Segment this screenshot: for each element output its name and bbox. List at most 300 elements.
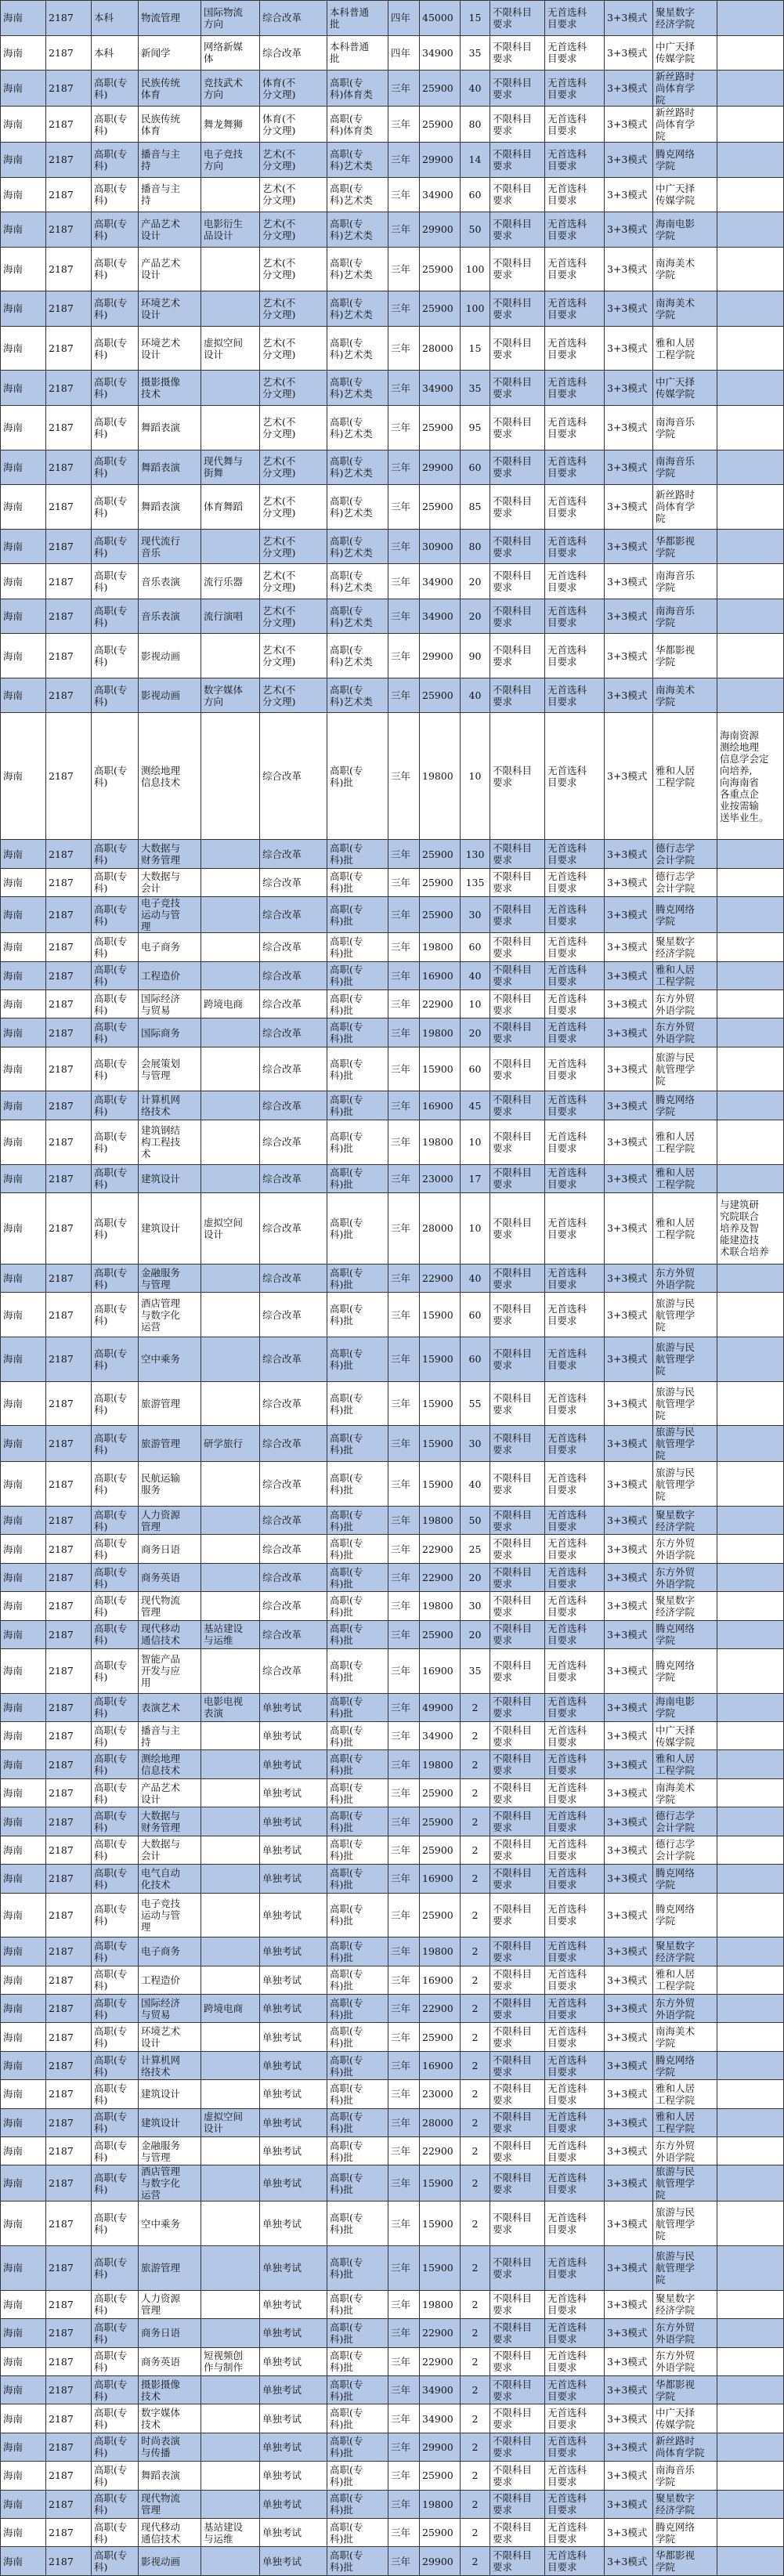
cell-college: 南海美术 学院	[653, 291, 717, 327]
cell-major: 舞蹈表演	[139, 450, 201, 485]
cell-college: 腾克网络 学院	[653, 143, 717, 178]
cell-major: 音乐表演	[139, 599, 201, 634]
cell-plan: 2	[461, 1893, 490, 1937]
cell-first-subject-req: 无首选科 目要求	[545, 2319, 605, 2347]
cell-note	[717, 933, 784, 961]
cell-code: 2187	[46, 326, 92, 371]
cell-plan: 20	[461, 1620, 490, 1648]
cell-tuition: 16900	[420, 2051, 461, 2079]
cell-category: 艺术(不 分文理)	[260, 212, 327, 248]
cell-note	[717, 840, 784, 868]
cell-plan: 40	[461, 1264, 490, 1292]
cell-tuition: 25900	[420, 291, 461, 327]
cell-direction: 跨境电商	[201, 1994, 260, 2022]
cell-direction	[201, 1047, 260, 1091]
cell-direction	[201, 1264, 260, 1292]
cell-note	[717, 1120, 784, 1164]
cell-subject-req: 不限科目 要求	[490, 2290, 545, 2318]
cell-duration: 三年	[388, 326, 420, 371]
cell-note	[717, 291, 784, 327]
cell-province: 海南	[1, 599, 46, 634]
cell-level: 高职(专 科)	[92, 1778, 139, 1807]
cell-subject-req: 不限科目 要求	[490, 2246, 545, 2291]
table-row	[1, 2547, 784, 2575]
cell-tuition: 15900	[420, 1381, 461, 1426]
cell-tuition: 15900	[420, 1462, 461, 1507]
cell-college: 南海美术 学院	[653, 1778, 717, 1807]
cell-first-subject-req: 无首选科 目要求	[545, 71, 605, 107]
cell-level: 高职(专 科)	[92, 1293, 139, 1337]
cell-college: 华都影视 学院	[653, 529, 717, 564]
cell-direction	[201, 405, 260, 450]
cell-subject-req: 不限科目 要求	[490, 1192, 545, 1264]
cell-subject-req: 不限科目 要求	[490, 1047, 545, 1091]
cell-province: 海南	[1, 1865, 46, 1893]
cell-subject-req: 不限科目 要求	[490, 529, 545, 564]
cell-duration: 三年	[388, 1018, 420, 1047]
cell-batch: 高职(专 科)批	[327, 1381, 388, 1426]
cell-college: 雅和人居 工程学院	[653, 2108, 717, 2136]
cell-major: 会展策划 与管理	[139, 1047, 201, 1091]
cell-batch: 高职(专 科)批	[327, 1337, 388, 1382]
cell-college: 华都影视 学院	[653, 634, 717, 678]
cell-batch: 高职(专 科)艺术类	[327, 564, 388, 599]
cell-code: 2187	[46, 405, 92, 450]
cell-subject-req: 不限科目 要求	[490, 1778, 545, 1807]
cell-direction	[201, 2433, 260, 2461]
cell-category: 艺术(不 分文理)	[260, 599, 327, 634]
cell-batch: 高职(专 科)批	[327, 2202, 388, 2246]
cell-plan: 60	[461, 177, 490, 212]
cell-college: 腾克网络 学院	[653, 1649, 717, 1694]
cell-duration: 三年	[388, 2375, 420, 2404]
cell-subject-req: 不限科目 要求	[490, 1722, 545, 1750]
cell-batch: 高职(专 科)体育类	[327, 107, 388, 143]
cell-tuition: 19800	[420, 713, 461, 840]
cell-tuition: 25900	[420, 1893, 461, 1937]
cell-first-subject-req: 无首选科 目要求	[545, 1, 605, 36]
cell-tuition: 25900	[420, 405, 461, 450]
cell-category: 综合改革	[260, 1018, 327, 1047]
cell-code: 2187	[46, 599, 92, 634]
table-row	[1, 1778, 784, 1807]
cell-plan: 20	[461, 564, 490, 599]
cell-duration: 三年	[388, 2547, 420, 2575]
cell-plan: 2	[461, 1778, 490, 1807]
cell-duration: 三年	[388, 713, 420, 840]
cell-level: 高职(专 科)	[92, 247, 139, 291]
cell-duration: 三年	[388, 2246, 420, 2291]
cell-province: 海南	[1, 1535, 46, 1563]
cell-first-subject-req: 无首选科 目要求	[545, 143, 605, 178]
cell-province: 海南	[1, 1807, 46, 1836]
cell-exam-mode: 3+3模式	[605, 1506, 653, 1534]
cell-province: 海南	[1, 1164, 46, 1192]
cell-level: 高职(专 科)	[92, 1750, 139, 1778]
table-row	[1, 564, 784, 599]
cell-first-subject-req: 无首选科 目要求	[545, 1865, 605, 1893]
cell-level: 高职(专 科)	[92, 634, 139, 678]
cell-batch: 高职(专 科)批	[327, 840, 388, 868]
cell-province: 海南	[1, 1293, 46, 1337]
cell-note	[717, 897, 784, 933]
cell-direction	[201, 1807, 260, 1836]
cell-category: 艺术(不 分文理)	[260, 678, 327, 713]
cell-subject-req: 不限科目 要求	[490, 1264, 545, 1292]
cell-province: 海南	[1, 1337, 46, 1382]
cell-code: 2187	[46, 2080, 92, 2108]
cell-category: 单独考试	[260, 2490, 327, 2518]
cell-college: 旅游与民 航管理学 院	[653, 1381, 717, 1426]
cell-province: 海南	[1, 1506, 46, 1534]
cell-major: 大数据与 财务管理	[139, 1807, 201, 1836]
cell-college: 旅游与民 航管理学 院	[653, 1426, 717, 1462]
cell-direction: 虚拟空间 设计	[201, 1192, 260, 1264]
cell-duration: 三年	[388, 1592, 420, 1620]
cell-level: 高职(专 科)	[92, 371, 139, 406]
cell-code: 2187	[46, 529, 92, 564]
cell-exam-mode: 3+3模式	[605, 2404, 653, 2433]
cell-major: 建筑设计	[139, 2108, 201, 2136]
cell-category: 艺术(不 分文理)	[260, 371, 327, 406]
cell-duration: 三年	[388, 1693, 420, 1721]
cell-duration: 三年	[388, 2347, 420, 2375]
cell-note	[717, 2518, 784, 2546]
cell-major: 人力资源 管理	[139, 1506, 201, 1534]
cell-note	[717, 1966, 784, 1994]
cell-first-subject-req: 无首选科 目要求	[545, 1893, 605, 1937]
cell-province: 海南	[1, 35, 46, 71]
cell-level: 高职(专 科)	[92, 564, 139, 599]
cell-college: 东方外贸 外语学院	[653, 1535, 717, 1563]
cell-first-subject-req: 无首选科 目要求	[545, 405, 605, 450]
cell-batch: 高职(专 科)批	[327, 1462, 388, 1507]
cell-major: 商务日语	[139, 2319, 201, 2347]
cell-duration: 三年	[388, 1865, 420, 1893]
cell-batch: 高职(专 科)艺术类	[327, 212, 388, 248]
cell-major: 空中乘务	[139, 2202, 201, 2246]
cell-college: 东方外贸 外语学院	[653, 1264, 717, 1292]
cell-exam-mode: 3+3模式	[605, 1535, 653, 1563]
cell-tuition: 25900	[420, 868, 461, 896]
cell-college: 聚星数字 经济学院	[653, 2290, 717, 2318]
cell-level: 高职(专 科)	[92, 1462, 139, 1507]
cell-subject-req: 不限科目 要求	[490, 2023, 545, 2051]
cell-plan: 2	[461, 2347, 490, 2375]
cell-code: 2187	[46, 1462, 92, 1507]
cell-level: 高职(专 科)	[92, 1337, 139, 1382]
cell-province: 海南	[1, 529, 46, 564]
cell-tuition: 34900	[420, 564, 461, 599]
cell-exam-mode: 3+3模式	[605, 35, 653, 71]
cell-direction	[201, 2023, 260, 2051]
table-row	[1, 2490, 784, 2518]
cell-major: 播音与主 持	[139, 143, 201, 178]
cell-major: 商务英语	[139, 2347, 201, 2375]
cell-major: 产品艺术 设计	[139, 212, 201, 248]
cell-subject-req: 不限科目 要求	[490, 35, 545, 71]
cell-category: 单独考试	[260, 1836, 327, 1864]
cell-tuition: 19800	[420, 1120, 461, 1164]
cell-plan: 2	[461, 1865, 490, 1893]
cell-level: 高职(专 科)	[92, 1426, 139, 1462]
cell-plan: 30	[461, 1592, 490, 1620]
cell-college: 腾克网络 学院	[653, 1865, 717, 1893]
cell-level: 高职(专 科)	[92, 1018, 139, 1047]
cell-tuition: 25900	[420, 71, 461, 107]
cell-plan: 2	[461, 2108, 490, 2136]
cell-level: 高职(专 科)	[92, 2165, 139, 2202]
cell-note	[717, 1649, 784, 1694]
cell-subject-req: 不限科目 要求	[490, 1293, 545, 1337]
cell-exam-mode: 3+3模式	[605, 1649, 653, 1694]
cell-exam-mode: 3+3模式	[605, 371, 653, 406]
cell-first-subject-req: 无首选科 目要求	[545, 1426, 605, 1462]
cell-plan: 135	[461, 868, 490, 896]
cell-province: 海南	[1, 2547, 46, 2575]
cell-first-subject-req: 无首选科 目要求	[545, 2165, 605, 2202]
cell-duration: 三年	[388, 961, 420, 990]
cell-tuition: 25900	[420, 107, 461, 143]
cell-batch: 高职(专 科)批	[327, 2246, 388, 2291]
cell-exam-mode: 3+3模式	[605, 1620, 653, 1648]
cell-code: 2187	[46, 1563, 92, 1591]
cell-category: 单独考试	[260, 2290, 327, 2318]
cell-code: 2187	[46, 177, 92, 212]
cell-province: 海南	[1, 247, 46, 291]
cell-subject-req: 不限科目 要求	[490, 1462, 545, 1507]
cell-province: 海南	[1, 2023, 46, 2051]
cell-exam-mode: 3+3模式	[605, 450, 653, 485]
cell-level: 高职(专 科)	[92, 2375, 139, 2404]
cell-level: 高职(专 科)	[92, 678, 139, 713]
cell-level: 高职(专 科)	[92, 1865, 139, 1893]
cell-plan: 60	[461, 933, 490, 961]
cell-major: 摄影摄像 技术	[139, 371, 201, 406]
cell-level: 高职(专 科)	[92, 291, 139, 327]
cell-college: 德行志学 会计学院	[653, 1807, 717, 1836]
cell-major: 工程造价	[139, 1966, 201, 1994]
cell-plan: 35	[461, 371, 490, 406]
cell-first-subject-req: 无首选科 目要求	[545, 1620, 605, 1648]
cell-subject-req: 不限科目 要求	[490, 897, 545, 933]
cell-category: 艺术(不 分文理)	[260, 405, 327, 450]
cell-note	[717, 1836, 784, 1864]
cell-note	[717, 2165, 784, 2202]
cell-duration: 三年	[388, 1091, 420, 1120]
table-row	[1, 1893, 784, 1937]
cell-major: 舞蹈表演	[139, 405, 201, 450]
cell-exam-mode: 3+3模式	[605, 2080, 653, 2108]
cell-college: 雅和人居 工程学院	[653, 2080, 717, 2108]
cell-note	[717, 1, 784, 36]
cell-note	[717, 405, 784, 450]
cell-code: 2187	[46, 1264, 92, 1292]
cell-duration: 三年	[388, 2404, 420, 2433]
cell-major: 金融服务 与管理	[139, 1264, 201, 1292]
cell-tuition: 16900	[420, 1865, 461, 1893]
cell-category: 艺术(不 分文理)	[260, 143, 327, 178]
cell-batch: 高职(专 科)批	[327, 2319, 388, 2347]
table-row	[1, 2108, 784, 2136]
cell-plan: 40	[461, 71, 490, 107]
cell-major: 时尚表演 与传播	[139, 2433, 201, 2461]
cell-college: 旅游与民 航管理学 院	[653, 1047, 717, 1091]
cell-exam-mode: 3+3模式	[605, 2290, 653, 2318]
cell-subject-req: 不限科目 要求	[490, 450, 545, 485]
cell-tuition: 15900	[420, 2165, 461, 2202]
cell-direction	[201, 2462, 260, 2490]
table-row	[1, 1807, 784, 1836]
cell-tuition: 25900	[420, 1836, 461, 1864]
table-row	[1, 1563, 784, 1591]
cell-plan: 2	[461, 2290, 490, 2318]
cell-note	[717, 1264, 784, 1292]
cell-college: 中广天择 传媒学院	[653, 35, 717, 71]
cell-level: 高职(专 科)	[92, 2404, 139, 2433]
cell-duration: 三年	[388, 450, 420, 485]
cell-college: 聚星数字 经济学院	[653, 1506, 717, 1534]
cell-province: 海南	[1, 326, 46, 371]
cell-college: 旅游与民 航管理学 院	[653, 2165, 717, 2202]
cell-first-subject-req: 无首选科 目要求	[545, 2490, 605, 2518]
cell-direction	[201, 1506, 260, 1534]
cell-tuition: 25900	[420, 2023, 461, 2051]
cell-duration: 三年	[388, 2490, 420, 2518]
cell-duration: 三年	[388, 71, 420, 107]
cell-duration: 三年	[388, 564, 420, 599]
cell-province: 海南	[1, 2137, 46, 2165]
cell-category: 单独考试	[260, 2433, 327, 2461]
cell-subject-req: 不限科目 要求	[490, 1506, 545, 1534]
cell-first-subject-req: 无首选科 目要求	[545, 1807, 605, 1836]
cell-tuition: 25900	[420, 1778, 461, 1807]
cell-code: 2187	[46, 2347, 92, 2375]
cell-batch: 高职(专 科)批	[327, 1563, 388, 1591]
cell-major: 计算机网 络技术	[139, 1091, 201, 1120]
cell-province: 海南	[1, 291, 46, 327]
cell-province: 海南	[1, 71, 46, 107]
cell-first-subject-req: 无首选科 目要求	[545, 2137, 605, 2165]
cell-tuition: 19800	[420, 2290, 461, 2318]
cell-exam-mode: 3+3模式	[605, 1693, 653, 1721]
cell-batch: 高职(专 科)批	[327, 961, 388, 990]
table-row	[1, 1937, 784, 1966]
cell-direction: 虚拟空间 设计	[201, 2108, 260, 2136]
cell-code: 2187	[46, 291, 92, 327]
cell-college: 聚星数字 经济学院	[653, 1, 717, 36]
cell-first-subject-req: 无首选科 目要求	[545, 1120, 605, 1164]
cell-direction	[201, 1836, 260, 1864]
cell-subject-req: 不限科目 要求	[490, 1592, 545, 1620]
cell-category: 综合改革	[260, 713, 327, 840]
cell-category: 综合改革	[260, 1192, 327, 1264]
cell-plan: 60	[461, 450, 490, 485]
cell-direction	[201, 291, 260, 327]
cell-plan: 10	[461, 713, 490, 840]
cell-note	[717, 961, 784, 990]
cell-major: 电子商务	[139, 1937, 201, 1966]
cell-province: 海南	[1, 1381, 46, 1426]
cell-subject-req: 不限科目 要求	[490, 1426, 545, 1462]
cell-plan: 20	[461, 599, 490, 634]
cell-subject-req: 不限科目 要求	[490, 840, 545, 868]
cell-first-subject-req: 无首选科 目要求	[545, 1994, 605, 2022]
cell-category: 综合改革	[260, 868, 327, 896]
cell-exam-mode: 3+3模式	[605, 2202, 653, 2246]
cell-college: 新丝路时 尚体育学 院	[653, 71, 717, 107]
cell-subject-req: 不限科目 要求	[490, 1337, 545, 1382]
cell-duration: 三年	[388, 1937, 420, 1966]
cell-duration: 三年	[388, 1620, 420, 1648]
cell-exam-mode: 3+3模式	[605, 2023, 653, 2051]
table-row	[1, 840, 784, 868]
cell-batch: 高职(专 科)艺术类	[327, 326, 388, 371]
cell-college: 南海音乐 学院	[653, 405, 717, 450]
cell-first-subject-req: 无首选科 目要求	[545, 1563, 605, 1591]
cell-code: 2187	[46, 961, 92, 990]
cell-college: 雅和人居 工程学院	[653, 1966, 717, 1994]
cell-code: 2187	[46, 1120, 92, 1164]
cell-note: 海南资源 测绘地理 信息学会定 向培养, 向海南省 各重点企 业按需输 送毕业生。	[717, 713, 784, 840]
cell-duration: 三年	[388, 1381, 420, 1426]
cell-plan: 2	[461, 2080, 490, 2108]
cell-duration: 三年	[388, 371, 420, 406]
cell-exam-mode: 3+3模式	[605, 2518, 653, 2546]
cell-first-subject-req: 无首选科 目要求	[545, 2404, 605, 2433]
cell-province: 海南	[1, 1620, 46, 1648]
cell-college: 新丝路时 尚体育学院	[653, 2433, 717, 2461]
cell-exam-mode: 3+3模式	[605, 1592, 653, 1620]
cell-exam-mode: 3+3模式	[605, 326, 653, 371]
cell-direction: 现代舞与 街舞	[201, 450, 260, 485]
cell-tuition: 23000	[420, 1164, 461, 1192]
cell-province: 海南	[1, 485, 46, 530]
cell-subject-req: 不限科目 要求	[490, 1018, 545, 1047]
cell-first-subject-req: 无首选科 目要求	[545, 713, 605, 840]
cell-batch: 高职(专 科)批	[327, 1293, 388, 1337]
cell-code: 2187	[46, 2246, 92, 2291]
cell-tuition: 15900	[420, 1426, 461, 1462]
cell-province: 海南	[1, 1462, 46, 1507]
cell-tuition: 22900	[420, 1535, 461, 1563]
cell-plan: 50	[461, 1506, 490, 1534]
cell-code: 2187	[46, 2547, 92, 2575]
cell-subject-req: 不限科目 要求	[490, 1937, 545, 1966]
table-row	[1, 1381, 784, 1426]
cell-province: 海南	[1, 405, 46, 450]
cell-first-subject-req: 无首选科 目要求	[545, 2080, 605, 2108]
cell-code: 2187	[46, 1620, 92, 1648]
table-row	[1, 1091, 784, 1120]
cell-first-subject-req: 无首选科 目要求	[545, 1264, 605, 1292]
cell-province: 海南	[1, 1937, 46, 1966]
cell-province: 海南	[1, 713, 46, 840]
cell-province: 海南	[1, 107, 46, 143]
cell-duration: 三年	[388, 177, 420, 212]
cell-category: 单独考试	[260, 2404, 327, 2433]
cell-major: 电子竞技 运动与管 理	[139, 897, 201, 933]
cell-tuition: 15900	[420, 1293, 461, 1337]
cell-first-subject-req: 无首选科 目要求	[545, 1091, 605, 1120]
table-row	[1, 678, 784, 713]
cell-major: 测绘地理 信息技术	[139, 713, 201, 840]
cell-first-subject-req: 无首选科 目要求	[545, 961, 605, 990]
cell-province: 海南	[1, 2165, 46, 2202]
cell-note	[717, 1693, 784, 1721]
cell-category: 综合改革	[260, 840, 327, 868]
cell-tuition: 16900	[420, 1091, 461, 1120]
